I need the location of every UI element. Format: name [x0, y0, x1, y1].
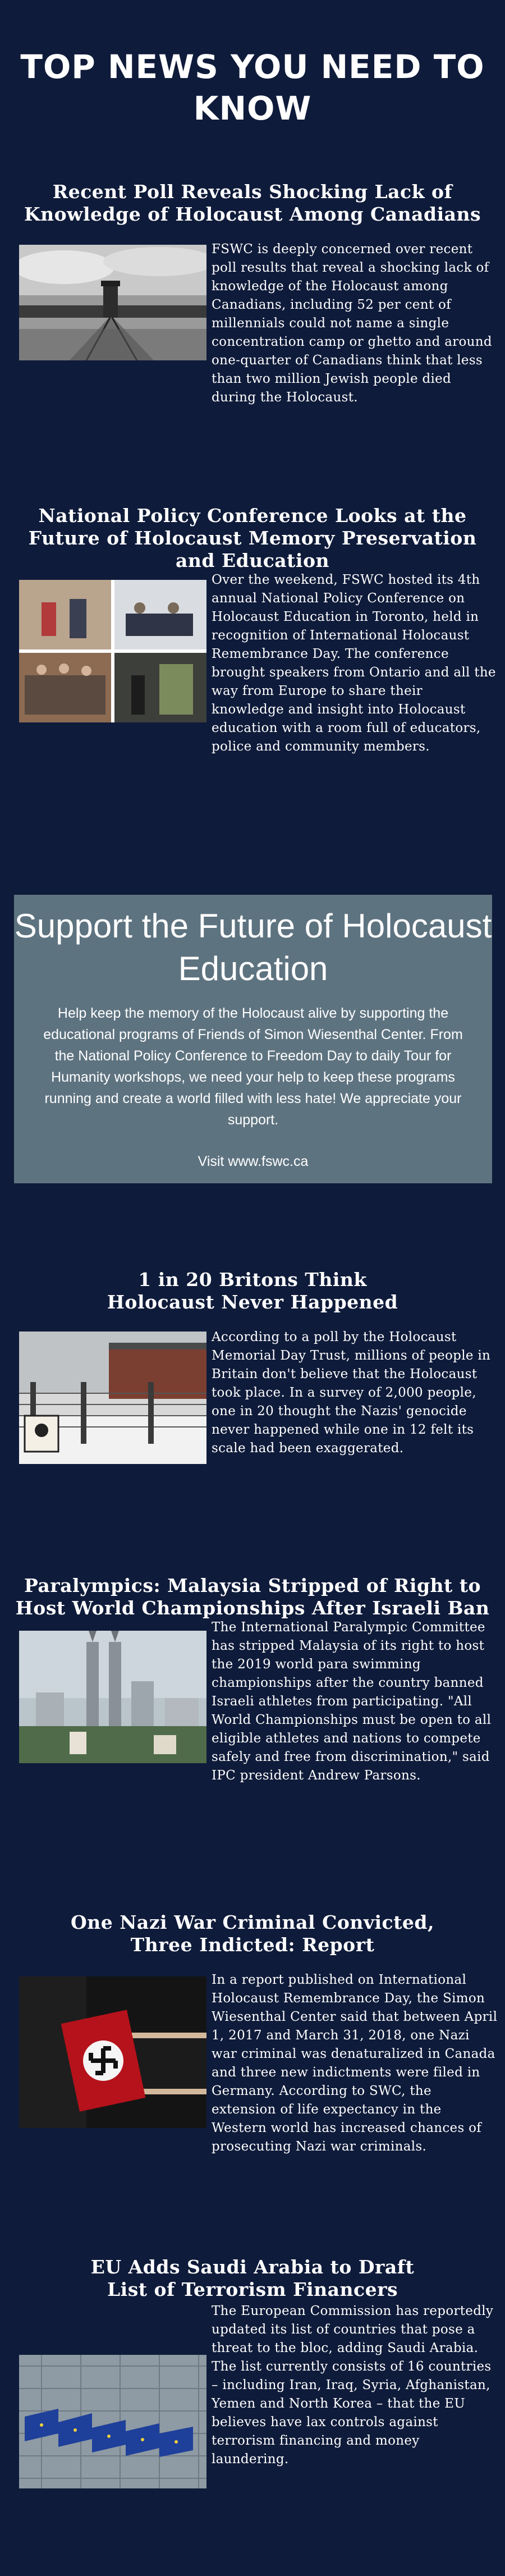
story-britons-poll: [0, 1269, 505, 1482]
visit-link[interactable]: Visit www.fswc.ca: [198, 1154, 309, 1169]
support-blurb: Help keep the memory of the Holocaust alive by supporting the educational programs of Friends of Simon Wiesenthal Center. From the National Policy Conference to Freedom Day to daily Tour for Humanity workshops, we need your help to keep these programs running and create a world filled with less hate! We appreciate your support.: [43, 1005, 463, 1128]
story-body: FSWC is deeply concerned over recent poll results that reveal a shocking lack of knowledge of the Holocaust among Canadians, including 52 per cent of millennials could not name a single concentration camp or ghetto and around one-quarter of Canadians think that less than two million Jewish people died during the Holocaust.: [212, 242, 492, 405]
story-body: In a report published on International Holocaust Remembrance Day, the Simon Wiesenthal Center said that between April 1, 2017 and March 31, 2018, one Nazi war criminal was denaturalized in Canada and three new indictments were filed in Germany. According to SWC, the extension of life expectancy in the Western world has increased chances of prosecuting Nazi war criminals.: [212, 1973, 498, 2154]
story-headline: 1 in 20 Britons Think Holocaust Never Happened: [107, 1269, 398, 1313]
story-body: The International Paralympic Committee has stripped Malaysia of its right to host the 2019 world para swimming championships after the country banned Israeli athletes from participating. "All World Championships must be open to all eligible athletes and nations to compete safely and free from discrimination," said IPC president Andrew Parsons.: [212, 1620, 492, 1783]
story-poll-canadians: [0, 181, 505, 428]
auschwitz-gate-image: [19, 245, 206, 360]
story-headline: Recent Poll Reveals Shocking Lack of Knowledge of Holocaust Among Canadians: [24, 181, 481, 225]
story-headline: EU Adds Saudi Arabia to Draft List of Terrorism Financers: [90, 2256, 415, 2300]
eu-flags-image: [19, 2355, 206, 2488]
support-panel: [14, 895, 492, 1183]
swastika-armband-image: [19, 1976, 206, 2128]
conference-photos-image: [19, 580, 206, 722]
support-title: Support the Future of Holocaust Education: [14, 907, 492, 987]
story-headline: National Policy Conference Looks at the Future of Holocaust Memory Preservation and Education: [28, 505, 477, 571]
story-body: According to a poll by the Holocaust Memorial Day Trust, millions of people in Britain don't believe that the Holocaust took place. In a survey of 2,000 people, one in 20 thought the Nazis' genocide never happened while one in 12 felt its scale had been exaggerated.: [212, 1330, 491, 1456]
story-eu-saudi-arabia: [0, 2256, 505, 2559]
story-nazi-war-criminal: [0, 1911, 505, 2203]
story-body: The European Commission has reportedly updated its list of countries that pose a threat to the bloc, adding Saudi Arabia. The list currently consists of 16 countries – including Iran, Iraq, Syria, Afghanistan, Yemen and North Korea – that the EU believes have lax controls against terrorism financing and money laundering.: [212, 2304, 494, 2467]
story-paralympics: [0, 1575, 505, 1844]
kuala-lumpur-skyline-image: [19, 1631, 206, 1763]
story-policy-conference: [0, 505, 505, 808]
story-headline: Paralympics: Malaysia Stripped of Right to Host World Championships After Israeli Ban: [15, 1575, 490, 1619]
page-title: TOP NEWS YOU NEED TO KNOW: [20, 48, 485, 127]
story-body: Over the weekend, FSWC hosted its 4th annual National Policy Conference on Holocaust Education in Toronto, held in recognition of International Holocaust Remembrance Day. The conference brought speakers from Ontario and all the way from Europe to share their knowledge and insight into Holocaust education with a room full of educators, police and community members.: [212, 573, 496, 754]
story-headline: One Nazi War Criminal Convicted, Three Indicted: Report: [71, 1911, 434, 1956]
barbed-wire-fence-image: [19, 1332, 206, 1464]
